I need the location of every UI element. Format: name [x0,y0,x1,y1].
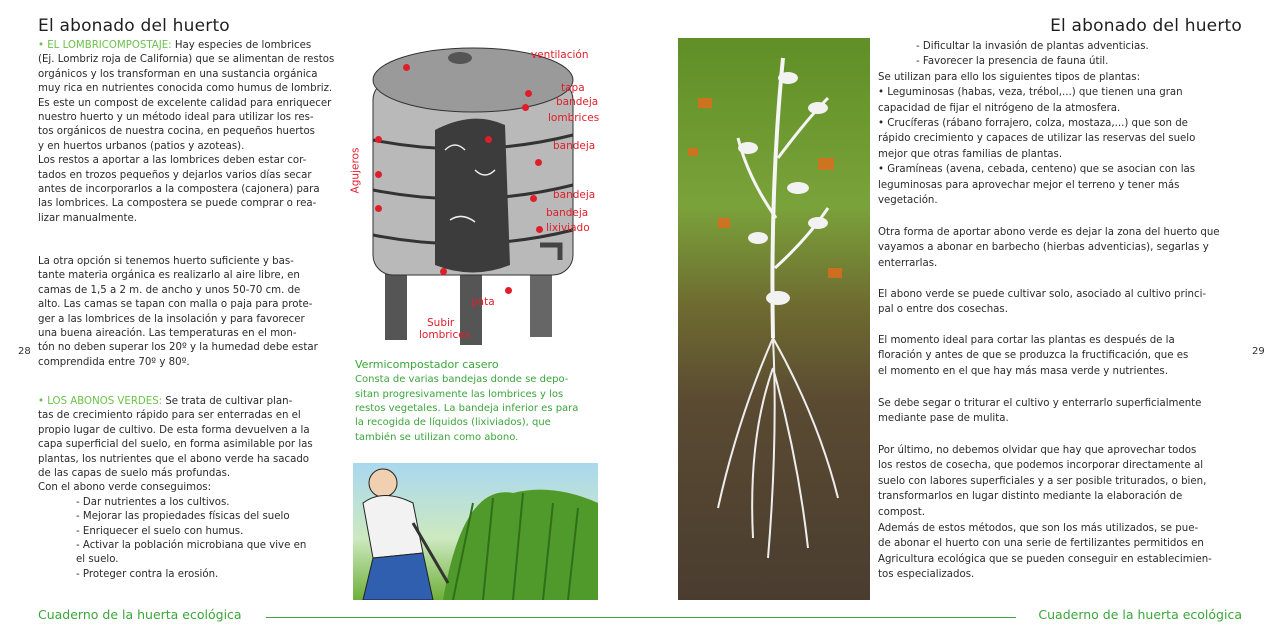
text-line: Por último, no debemos olvidar que hay que aprovechar todos [878,445,1197,456]
segar-paragraph [878,396,1201,427]
text-line: tados en trozos pequeños y dejarlos varios días secar [38,169,312,181]
text-line: los restos de cosecha, que podemos incorporar directamente al [878,460,1204,472]
caption-line: Consta de varias bandejas donde se depo- [355,374,569,386]
text-line: Con el abono verde conseguimos: [38,482,212,494]
text-line: rápido crecimiento y capaces de utilizar las reservas del suelo [878,133,1196,145]
text-line: Otra forma de aportar abono verde es dejar la zona del huerto que [878,227,1220,238]
bullet-item: - Proteger contra la erosión. [76,568,219,580]
text-line: tante materia orgánica es realizarlo al aire libre, en [38,270,300,282]
text-line: vayamos a abonar en barbecho (hierbas adventicias), segarlas y [878,242,1209,254]
text-line: - Favorecer la presencia de fauna útil. [916,56,1109,68]
section-heading: • LOS ABONOS VERDES: [38,396,163,407]
page-number-right: 29 [1252,346,1265,357]
aire-libre-paragraph [38,255,318,370]
label-agujeros: Agujeros [349,147,362,194]
text-line: tos especializados. [878,569,975,581]
bullet-item: el suelo. [76,554,119,566]
abono-verde-illustration [353,463,598,600]
text-line: - Dificultar la invasión de plantas adventicias. [916,41,1149,52]
text-line: plantas, los nutrientes que el abono verde ha sacado [38,453,310,465]
text-line: • Crucíferas (rábano forrajero, colza, mostaza,...) que son de [878,117,1188,129]
text-line [38,39,334,53]
text-line: leguminosas para aprovechar mejor el terreno y tener más [878,179,1180,191]
plant-drawing [678,38,870,600]
text-line: El abono verde se puede cultivar solo, asociado al cultivo princi- [878,289,1207,300]
text-line: capacidad de fijar el nitrógeno de la atmosfera. [878,102,1121,114]
text-line: • Leguminosas (habas, veza, trébol,...) que tienen una gran [878,87,1183,99]
text-line: propio lugar de cultivo. De esta forma devuelven a la [38,424,310,436]
text-line: las lombrices. La compostera se puede comprar o rea- [38,198,317,210]
text-line [38,395,313,409]
cultivo-paragraph [878,287,1206,318]
label-bandeja-lixiviado-1: bandeja [546,207,589,219]
text-line: de abonar el huerto con una serie de fertilizantes permitidos en [878,538,1204,550]
text-line: Es este un compost de excelente calidad para enriquecer [38,97,332,109]
text-line: (Ej. Lombriz roja de California) que se alimentan de restos [38,54,335,66]
momento-ideal-paragraph [878,333,1188,379]
text-line: Los restos a aportar a las lombrices deben estar cor- [38,155,307,167]
text-line: • Gramíneas (avena, cebada, centeno) que se asocian con las [878,164,1196,176]
text-line: mediante pase de mulita. [878,413,1009,425]
text-line: el momento en el que hay más masa verde y nutrientes. [878,365,1168,377]
green-manure-plant-roots-illustration [678,38,870,600]
text-line: Agricultura ecológica que se pueden conseguir en establecimien- [878,553,1212,565]
text-line: nuestro huerto y un método ideal para utilizar los res- [38,111,314,123]
barbecho-paragraph [878,225,1220,271]
label-subir-lombrices: lombrices [419,329,471,341]
vermicompostador-illustration [349,40,620,345]
text-line: comprendida entre 70º y 80º. [38,356,190,368]
label-ventilacion: ventilación [531,49,589,61]
plant-types-paragraph [878,39,1195,208]
bullet-item: - Dar nutrientes a los cultivos. [76,496,230,508]
caption-line: también se utilizan como abono. [355,431,519,443]
text-line: compost. [878,506,925,518]
label-bandeja-2: bandeja [553,140,596,152]
text-line: Además de estos métodos, que son los más utilizados, se pue- [878,523,1199,534]
caption-title: Vermicompostador casero [355,358,499,371]
caption-line: la recogida de líquidos (lixiviados), que [355,417,551,429]
text-line: floración y antes de que se produzca la fructificación, que es [878,350,1189,362]
text-line: Se trata de cultivar plan- [162,396,293,407]
text-line: camas de 1,5 a 2 m. de ancho y unos 50-70 cm. de [38,284,301,296]
text-line: ger a las lombrices de la insolación y para favorecer [38,313,305,325]
text-line: tón no deben superar los 20º y la humedad debe estar [38,342,318,354]
text-line: Se utilizan para ello los siguientes tipos de plantas: [878,71,1141,83]
bullet-item: - Activar la población microbiana que vive en [76,539,307,551]
text-line: una buena aireación. Las temperaturas en el mon- [38,327,297,339]
restos-cosecha-paragraph [878,443,1206,520]
text-line: Hay especies de lombrices [171,40,312,51]
text-line: Se debe segar o triturar el cultivo y enterrarlo superficialmente [878,398,1202,409]
footer-right: Cuaderno de la huerta ecológica [1038,607,1242,622]
label-pata: pata [471,296,495,308]
text-line: La otra opción si tenemos huerto suficiente y bas- [38,256,294,267]
bullet-item: - Enriquecer el suelo con humus. [76,525,244,537]
fertilizantes-paragraph [878,521,1212,583]
text-line: orgánicos y los transforman en una sustancia orgánica [38,68,318,80]
right-page-title: El abonado del huerto [1050,16,1242,36]
text-line: El momento ideal para cortar las plantas es después de la [878,335,1175,346]
text-line: alto. Las camas se tapan con malla o paja para prote- [38,299,313,311]
label-bandeja-1: bandeja [556,96,599,108]
text-line: de las capas de suelo más profundas. [38,467,231,479]
text-line: antes de incorporarlos a la compostera (cajonera) para [38,183,320,195]
footer-rule [266,617,1016,618]
section-heading: • EL LOMBRICOMPOSTAJE: [38,40,172,51]
abonos-verdes-paragraph [38,395,313,582]
left-page-title: El abonado del huerto [38,16,230,36]
caption-line: sitan progresivamente las lombrices y los [355,388,564,400]
text-line: enterrarlas. [878,257,938,269]
page-number-left: 28 [18,346,31,357]
label-bandeja-lixiviado-2: lixiviado [546,222,590,234]
man-cutting-grass-drawing [353,463,598,600]
text-line: pal o entre dos cosechas. [878,304,1008,316]
text-line: transformarlos en lugar distinto mediante la elaboración de [878,491,1183,503]
label-tapa: tapa [561,82,585,94]
text-line: muy rica en nutrientes conocida como humus de lombriz. [38,83,333,95]
label-lombrices: lombrices [548,112,600,124]
text-line: lizar manualmente. [38,212,137,224]
label-subir: Subir [427,317,455,329]
text-line: suelo con labores superficiales y a ser posible triturados, o bien, [878,475,1207,487]
label-bandeja-3: bandeja [553,189,596,201]
footer-left: Cuaderno de la huerta ecológica [38,607,242,622]
text-line: tas de crecimiento rápido para ser enterradas en el [38,410,301,422]
text-line: vegetación. [878,194,938,206]
lombricompostaje-paragraph [38,39,334,226]
text-line: capa superficial del suelo, en forma asimilable por las [38,439,313,451]
bullet-item: - Mejorar las propiedades físicas del suelo [76,511,290,523]
text-line: tos orgánicos de nuestra cocina, en pequeños huertos [38,126,315,138]
text-line: y en huertos urbanos (patios y azoteas). [38,140,245,152]
figure-caption [355,357,578,444]
text-line: mejor que otras familias de plantas. [878,148,1063,160]
caption-line: restos vegetales. La bandeja inferior es para [355,403,579,415]
